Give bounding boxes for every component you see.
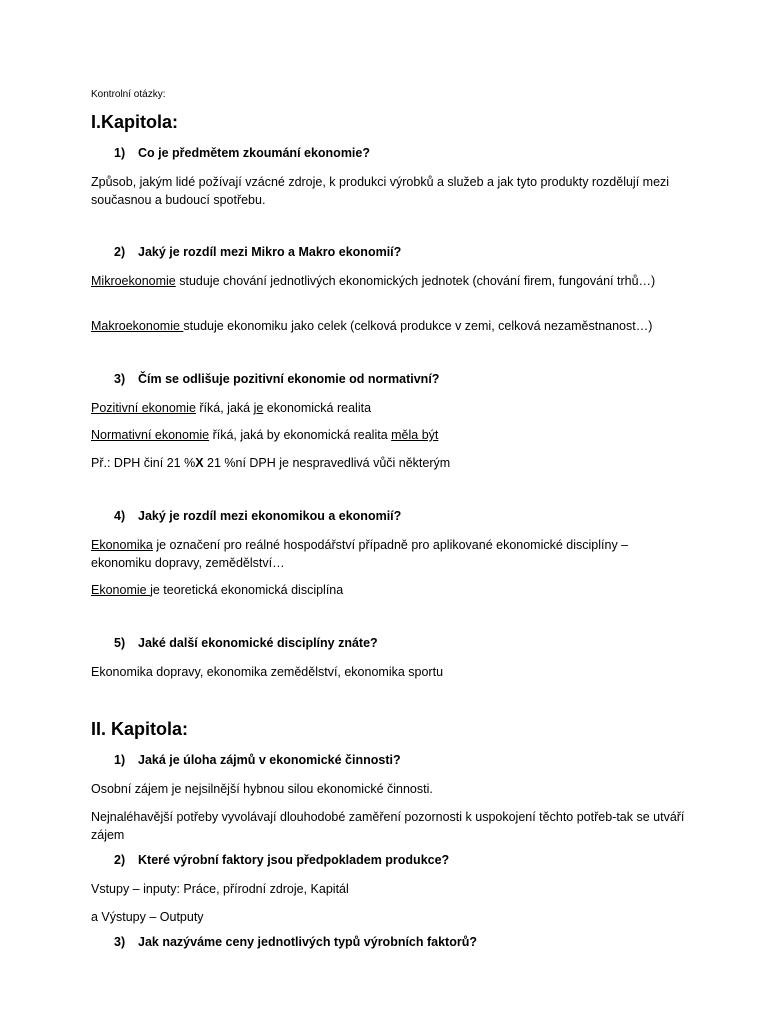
ch2-question-1 (114, 753, 401, 767)
chapter-2-title: II. Kapitola: (91, 719, 189, 739)
question-number: 2) (114, 245, 126, 259)
term-mikroekonomie: Mikroekonomie (91, 274, 176, 288)
header-label: Kontrolní otázky: (91, 89, 166, 100)
term-ekonomika: Ekonomika (91, 538, 153, 552)
underlined-mela-byt: měla být (391, 428, 439, 442)
question-text: Které výrobní faktory jsou předpokladem produkce? (138, 853, 450, 867)
ch2-answer-1b: Nejnaléhavější potřeby vyvolávají dlouhodobé zaměření pozornosti k uspokojení těchto potřeb-tak se utváří zájem (91, 810, 685, 842)
question-text: Čím se odlišuje pozitivní ekonomie od normativní? (138, 372, 440, 386)
question-text: Jaká je úloha zájmů v ekonomické činnosti? (138, 753, 401, 767)
ch2-answer-2b: a Výstupy – Outputy (91, 910, 204, 924)
ch2-answer-1a: Osobní zájem je nejsilnější hybnou silou ekonomické činnosti. (91, 782, 433, 796)
ch1-answer-2a (91, 272, 686, 290)
ch1-question-3 (114, 372, 439, 386)
term-pozitivni-ekonomie: Pozitivní ekonomie (91, 401, 196, 415)
question-text: Jak nazýváme ceny jednotlivých typů výrobních faktorů? (138, 935, 477, 949)
ch2-question-2 (114, 853, 449, 867)
ch1-answer-3c (91, 454, 450, 472)
answer-text: 21 %ní DPH je nespravedlivá vůči některým (203, 456, 451, 470)
ch1-answer-5: Ekonomika dopravy, ekonomika zemědělství, ekonomika sportu (91, 665, 444, 679)
answer-text: studuje chování jednotlivých ekonomických jednotek (chování firem, fungování trhů…) (175, 274, 656, 288)
ch1-answer-4a (91, 536, 686, 572)
term-normativni-ekonomie: Normativní ekonomie (91, 428, 210, 442)
ch1-question-2 (114, 245, 401, 259)
question-number: 2) (114, 853, 126, 867)
question-number: 3) (114, 935, 126, 949)
ch1-question-5 (114, 636, 378, 650)
question-number: 1) (114, 753, 126, 767)
question-number: 5) (114, 636, 126, 650)
answer-text: říká, jaká by ekonomická realita (209, 428, 392, 442)
ch1-answer-3a (91, 399, 371, 417)
answer-text: je označení pro reálné hospodářství případně pro aplikované ekonomické disciplíny – ekonomiku dopravy, zemědělství… (91, 538, 629, 570)
ch1-answer-3b (91, 426, 438, 444)
ch1-question-4 (114, 509, 401, 523)
bold-x: X (195, 456, 204, 470)
term-ekonomie: Ekonomie (91, 583, 151, 597)
answer-text: říká, jaká (195, 401, 254, 415)
question-number: 3) (114, 372, 126, 386)
ch1-question-1 (114, 146, 370, 160)
term-makroekonomie: Makroekonomie (91, 319, 184, 333)
chapter-1-title: I.Kapitola: (91, 112, 179, 132)
ch2-question-3 (114, 935, 477, 949)
question-number: 1) (114, 146, 126, 160)
answer-text: ekonomická realita (263, 401, 372, 415)
answer-text: Př.: DPH činí 21 % (91, 456, 196, 470)
question-text: Co je předmětem zkoumání ekonomie? (138, 146, 370, 160)
question-text: Jaké další ekonomické disciplíny znáte? (138, 636, 378, 650)
ch1-answer-1: Způsob, jakým lidé požívají vzácné zdroje, k produkci výrobků a služeb a jak tyto produkty rozdělují mezi současnou a budoucí spotřebu. (91, 175, 670, 207)
answer-text: je teoretická ekonomická disciplína (150, 583, 344, 597)
question-number: 4) (114, 509, 126, 523)
ch1-answer-2b (91, 317, 652, 335)
question-text: Jaký je rozdíl mezi ekonomikou a ekonomií? (138, 509, 402, 523)
ch1-answer-4b (91, 581, 343, 599)
underlined-je: je (253, 401, 264, 415)
answer-text: studuje ekonomiku jako celek (celková produkce v zemi, celková nezaměstnanost…) (183, 319, 653, 333)
question-text: Jaký je rozdíl mezi Mikro a Makro ekonomií? (138, 245, 402, 259)
ch2-answer-2a: Vstupy – inputy: Práce, přírodní zdroje, Kapitál (91, 882, 349, 896)
